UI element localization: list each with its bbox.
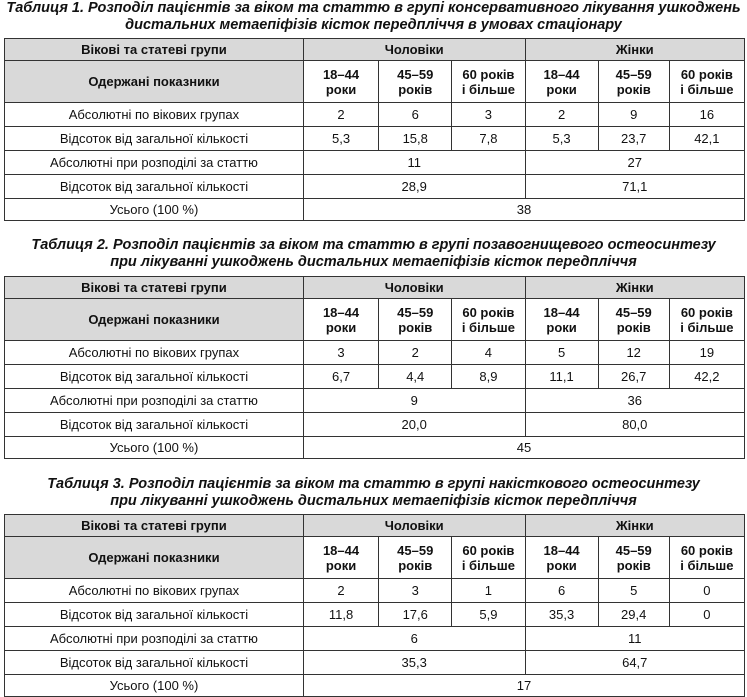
value-cell: 6,7 — [303, 365, 378, 389]
table-row — [5, 603, 745, 627]
age-line-1: 60 років — [462, 304, 515, 320]
value-cell-women: 71,1 — [525, 175, 745, 199]
value-cell: 3 — [303, 341, 378, 365]
value-cell: 5,9 — [452, 603, 525, 627]
table-row — [5, 627, 745, 651]
caption-line-2: при лікуванні ушкоджень дистальних метаепіфізів кісток передпліччя — [110, 493, 637, 509]
age-line-2: і більше — [680, 557, 734, 573]
age-line-2: і більше — [680, 81, 734, 97]
header-women: Жінки — [525, 515, 745, 537]
age-line-2: років — [616, 81, 651, 97]
age-line-1: 18–44 — [543, 66, 580, 82]
table-2-caption — [0, 237, 747, 271]
age-group-header — [303, 61, 378, 103]
caption-line-2: при лікуванні ушкоджень дистальних метаепіфізів кісток передпліччя — [110, 254, 637, 270]
value-cell: 2 — [379, 341, 452, 365]
age-line-2: років — [398, 81, 433, 97]
header-groups-label: Вікові та статеві групи — [5, 277, 304, 299]
age-line-2: років — [398, 557, 433, 573]
header-row — [5, 277, 745, 299]
table-row — [5, 437, 745, 459]
header-men: Чоловіки — [303, 277, 525, 299]
age-line-1: 60 років — [680, 66, 733, 82]
table-row — [5, 199, 745, 221]
value-cell: 12 — [598, 341, 669, 365]
row-label: Абсолютні по вікових групах — [5, 579, 304, 603]
age-row — [5, 537, 745, 579]
age-line-2: років — [398, 319, 433, 335]
age-line-2: роки — [546, 557, 577, 573]
age-group-header — [379, 299, 452, 341]
value-cell: 3 — [452, 103, 525, 127]
table-3-caption — [0, 476, 747, 510]
age-line-1: 60 років — [462, 66, 515, 82]
age-line-1: 45–59 — [397, 66, 434, 82]
value-cell: 8,9 — [452, 365, 525, 389]
value-cell: 5,3 — [525, 127, 598, 151]
age-line-1: 45–59 — [397, 542, 434, 558]
table-row — [5, 651, 745, 675]
age-row — [5, 299, 745, 341]
value-cell: 16 — [669, 103, 744, 127]
age-group-header — [379, 537, 452, 579]
value-cell: 2 — [525, 103, 598, 127]
table-row — [5, 127, 745, 151]
header-row — [5, 515, 745, 537]
age-group-header — [452, 537, 525, 579]
row-label: Усього (100 %) — [5, 437, 304, 459]
value-cell-men: 28,9 — [303, 175, 525, 199]
table-row — [5, 579, 745, 603]
value-cell-men: 20,0 — [303, 413, 525, 437]
age-line-1: 45–59 — [615, 542, 652, 558]
value-cell-women: 27 — [525, 151, 745, 175]
table-row — [5, 341, 745, 365]
age-line-2: роки — [325, 81, 357, 97]
age-line-2: роки — [325, 319, 357, 335]
age-line-1: 45–59 — [615, 304, 652, 320]
age-group-header — [525, 299, 598, 341]
table-1 — [4, 38, 745, 221]
header-women: Жінки — [525, 39, 745, 61]
value-cell: 6 — [379, 103, 452, 127]
value-cell: 11,8 — [303, 603, 378, 627]
row-label: Відсоток від загальної кількості — [5, 365, 304, 389]
total-cell: 45 — [303, 437, 744, 459]
header-groups-label: Вікові та статеві групи — [5, 39, 304, 61]
row-label: Абсолютні при розподілі за статтю — [5, 151, 304, 175]
value-cell: 4 — [452, 341, 525, 365]
age-line-2: і більше — [461, 81, 515, 97]
caption-line-1: Таблиця 1. Розподіл пацієнтів за віком та статтю в групі консервативного лікування ушкоджень — [6, 0, 741, 16]
table-row — [5, 675, 745, 697]
age-group-header — [452, 299, 525, 341]
table-row — [5, 175, 745, 199]
header-groups-label: Вікові та статеві групи — [5, 515, 304, 537]
age-line-1: 45–59 — [397, 304, 434, 320]
value-cell: 4,4 — [379, 365, 452, 389]
value-cell-women: 64,7 — [525, 651, 745, 675]
age-line-2: роки — [546, 319, 577, 335]
value-cell: 7,8 — [452, 127, 525, 151]
value-cell: 5 — [598, 579, 669, 603]
table-row — [5, 103, 745, 127]
table-row — [5, 389, 745, 413]
value-cell: 26,7 — [598, 365, 669, 389]
value-cell: 2 — [303, 103, 378, 127]
value-cell: 23,7 — [598, 127, 669, 151]
table-row — [5, 413, 745, 437]
value-cell: 5,3 — [303, 127, 378, 151]
age-group-header — [598, 299, 669, 341]
value-cell: 9 — [598, 103, 669, 127]
table-3 — [4, 514, 745, 697]
age-group-header — [598, 61, 669, 103]
age-group-header — [303, 299, 378, 341]
row-label: Абсолютні при розподілі за статтю — [5, 627, 304, 651]
value-cell: 35,3 — [525, 603, 598, 627]
total-cell: 17 — [303, 675, 744, 697]
row-label: Усього (100 %) — [5, 675, 304, 697]
age-line-1: 18–44 — [322, 542, 360, 558]
value-cell-men: 11 — [303, 151, 525, 175]
age-line-2: років — [616, 319, 651, 335]
value-cell-women: 36 — [525, 389, 745, 413]
caption-line-1: Таблиця 2. Розподіл пацієнтів за віком та статтю в групі позавогнищевого остеосинтезу — [31, 237, 716, 253]
row-label: Абсолютні по вікових групах — [5, 103, 304, 127]
age-line-1: 18–44 — [322, 66, 360, 82]
row-label: Абсолютні при розподілі за статтю — [5, 389, 304, 413]
age-line-2: роки — [546, 81, 577, 97]
row-label: Відсоток від загальної кількості — [5, 127, 304, 151]
table-row — [5, 365, 745, 389]
header-men: Чоловіки — [303, 39, 525, 61]
age-line-2: і більше — [680, 319, 734, 335]
age-group-header — [669, 537, 744, 579]
value-cell-men: 9 — [303, 389, 525, 413]
row-label: Відсоток від загальної кількості — [5, 175, 304, 199]
value-cell-men: 35,3 — [303, 651, 525, 675]
age-group-header — [452, 61, 525, 103]
table-1-caption — [0, 0, 747, 34]
row-label: Усього (100 %) — [5, 199, 304, 221]
value-cell: 11,1 — [525, 365, 598, 389]
value-cell: 17,6 — [379, 603, 452, 627]
value-cell: 5 — [525, 341, 598, 365]
header-men: Чоловіки — [303, 515, 525, 537]
value-cell-women: 80,0 — [525, 413, 745, 437]
value-cell: 29,4 — [598, 603, 669, 627]
age-row — [5, 61, 745, 103]
row-label: Відсоток від загальної кількості — [5, 603, 304, 627]
value-cell: 1 — [452, 579, 525, 603]
table-2 — [4, 276, 745, 459]
value-cell: 3 — [379, 579, 452, 603]
row-label: Відсоток від загальної кількості — [5, 413, 304, 437]
age-group-header — [598, 537, 669, 579]
total-cell: 38 — [303, 199, 744, 221]
age-line-2: років — [616, 557, 651, 573]
age-group-header — [525, 61, 598, 103]
table-row — [5, 151, 745, 175]
age-line-1: 18–44 — [543, 304, 580, 320]
value-cell: 19 — [669, 341, 744, 365]
value-cell: 6 — [525, 579, 598, 603]
age-line-2: роки — [325, 557, 357, 573]
age-line-1: 60 років — [680, 542, 733, 558]
value-cell-women: 11 — [525, 627, 745, 651]
row-label: Відсоток від загальної кількості — [5, 651, 304, 675]
age-group-header — [525, 537, 598, 579]
caption-line-1: Таблиця 3. Розподіл пацієнтів за віком та статтю в групі накісткового остеосинтезу — [47, 476, 700, 492]
value-cell: 15,8 — [379, 127, 452, 151]
age-line-1: 45–59 — [615, 66, 652, 82]
caption-line-2: дистальних метаепіфізів кісток передпліччя в умовах стаціонару — [125, 17, 622, 33]
age-line-2: і більше — [461, 319, 515, 335]
age-group-header — [379, 61, 452, 103]
header-row — [5, 39, 745, 61]
header-indicators-label: Одержані показники — [5, 61, 304, 103]
header-indicators-label: Одержані показники — [5, 299, 304, 341]
header-indicators-label: Одержані показники — [5, 537, 304, 579]
value-cell: 0 — [669, 579, 744, 603]
age-group-header — [669, 61, 744, 103]
age-group-header — [669, 299, 744, 341]
age-line-1: 18–44 — [543, 542, 580, 558]
value-cell: 42,2 — [669, 365, 744, 389]
value-cell: 42,1 — [669, 127, 744, 151]
age-line-1: 60 років — [680, 304, 733, 320]
age-line-1: 60 років — [462, 542, 515, 558]
value-cell: 2 — [303, 579, 378, 603]
header-women: Жінки — [525, 277, 745, 299]
age-line-1: 18–44 — [322, 304, 360, 320]
value-cell-men: 6 — [303, 627, 525, 651]
row-label: Абсолютні по вікових групах — [5, 341, 304, 365]
age-group-header — [303, 537, 378, 579]
age-line-2: і більше — [461, 557, 515, 573]
value-cell: 0 — [669, 603, 744, 627]
